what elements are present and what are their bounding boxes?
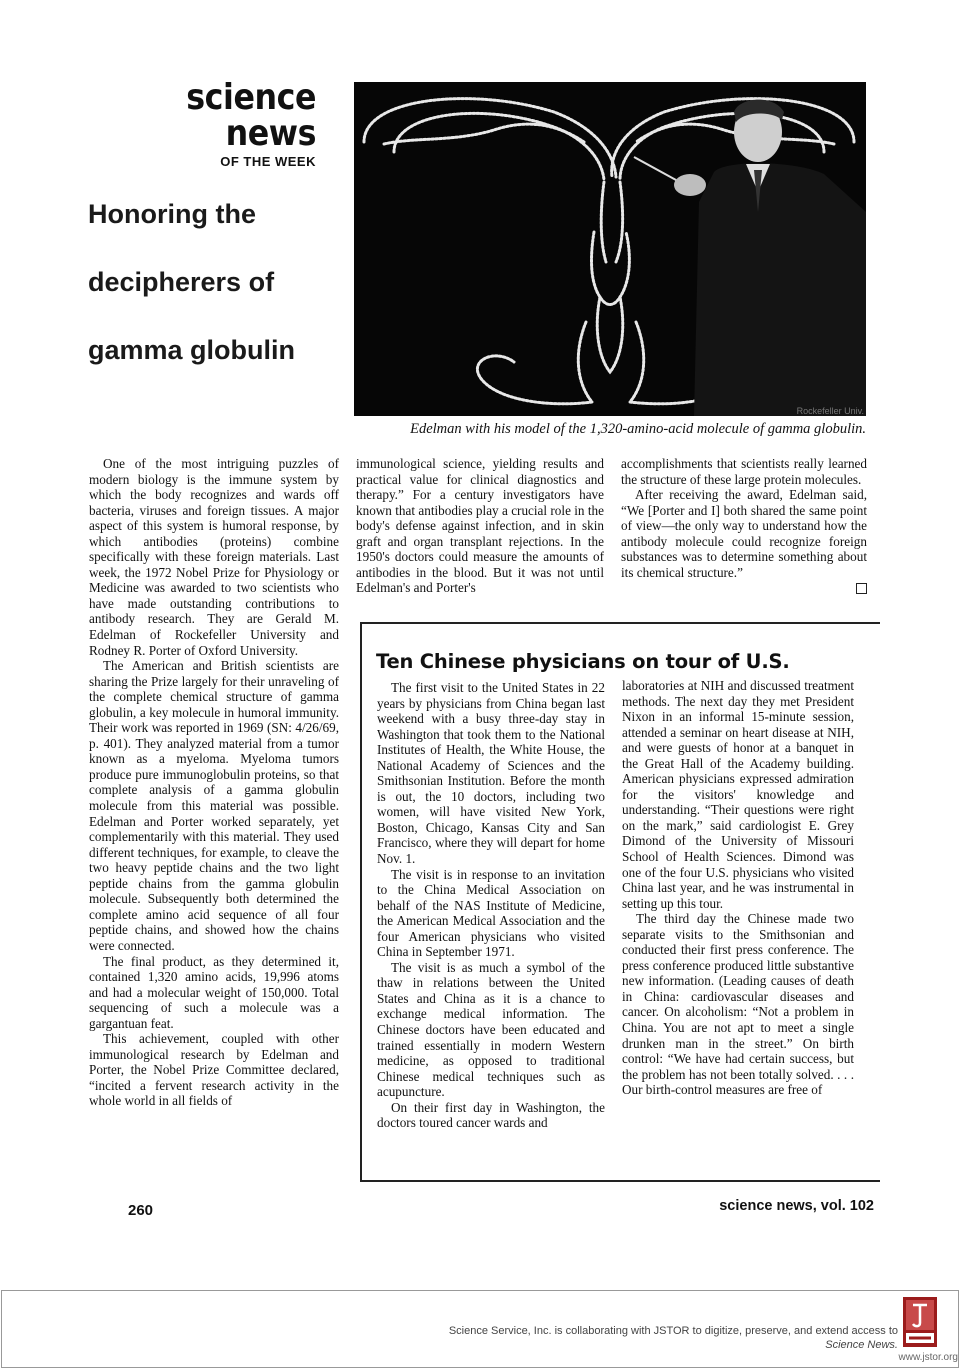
- jstor-url-link[interactable]: www.jstor.org: [898, 1352, 958, 1363]
- paragraph: One of the most intriguing puzzles of modern biology is the immune system by which the body recognizes and wards off bacteria, viruses and foreign tissues. A major aspect of this system is humoral response, by which antibodies (proteins) combine specifically with these foreign materials. Last week, the 1972 Nobel Prize for Physiology or Medicine was awarded to two scientists who have made outstanding contributions to antibody research. They are Gerald M. Edelman of Rockefeller University and Rodney R. Porter of Oxford University.: [89, 456, 339, 658]
- paragraph: This achievement, coupled with other immunological research by Edelman and Porter, the Nobel Prize Committee declared, “incited a fervent research activity in the whole world in all fields of: [89, 1031, 339, 1109]
- paragraph: The third day the Chinese made two separate visits to the Smithsonian and conducted their first press conference. The press conference produced little substantive new information. (Leading causes of death in China: cardiovascular diseases and cancer. On alcoholism: “Not a problem in China. You are not apt to meet a single drunken man in the street.” On birth control: “We have had certain success, but the problem has not been totally solved. . . . Our birth-control measures are free of: [622, 911, 854, 1098]
- jstor-logo-icon[interactable]: [903, 1297, 937, 1347]
- headline: [88, 195, 348, 399]
- article1-column-1: [89, 456, 339, 1109]
- article1-column-2: [356, 456, 604, 596]
- article2-column-2: [622, 678, 854, 1098]
- paragraph: laboratories at NIH and discussed treatment methods. The next day they met President Nixon in an informal 15-minute session, attended a seminar on heart disease at NIH, and were guests of honor at a banquet in the Great Hall of the Academy building. American physicians expressed admiration for the visitors' knowledge and understanding. “Their questions were right on the mark,” said cardiologist E. Grey Dimond of the University of Missouri School of Health Sciences. Dimond was one of the four U.S. physicians who visited China last year, and he was instrumental in setting up this tour.: [622, 678, 854, 911]
- article2-column-1: [377, 680, 605, 1131]
- jstor-notice-line: Science Service, Inc. is collaborating with JSTOR to digitize, preserve, and extend access to: [448, 1325, 898, 1337]
- jstor-notice: [449, 1324, 898, 1352]
- paragraph: The visit is as much a symbol of the thaw in relations between the United States and China as it is a chance to exchange medical information. The Chinese doctors have been educated and trained essentially in modern Western medicine, as opposed to traditional Chinese medical techniques such as acupuncture.: [377, 959, 605, 1100]
- jstor-notice-journal: Science News.: [825, 1339, 898, 1351]
- photo-caption: Edelman with his model of the 1,320-amino-acid molecule of gamma globulin.: [410, 421, 866, 437]
- paragraph: After receiving the award, Edelman said, “We [Porter and I] both shared the same point of view—the only way to understand how the antibody molecule could recognize foreign substances was to determine something about its chemical structure.”: [621, 487, 867, 580]
- masthead-subtitle: OF THE WEEK: [220, 154, 316, 169]
- paragraph: The first visit to the United States in 22 years by physicians from China began last weekend with a busy three-day stay in Washington that took them to the National Institutes of Health, the White House, the National Academy of Sciences and the Smithsonian Institution. Before the month is out, the 10 doctors, including two women, will have visited New York, Boston, Chicago, Kansas City and San Francisco, where they will depart for home Nov. 1.: [377, 680, 605, 867]
- headline-line: gamma globulin: [88, 335, 296, 365]
- paragraph: On their first day in Washington, the doctors toured cancer wards and: [377, 1099, 605, 1131]
- masthead: [86, 77, 316, 169]
- paragraph: The American and British scientists are sharing the Prize largely for their unraveling of the complete chemical structure of gamma globulin, a key molecule in humoral immunity. Their work was reported in 1969 (SN: 4/26/69, p. 401). They analyzed material from a tumor known as a myeloma. Myeloma tumors produce pure immunoglobulin proteins, so that complete analysis of a gamma globulin molecule from this material was possible. Edelman and Porter worked separately, yet complementarily with this material. They used different techniques, for example, to cleave the two heavy peptide chains and the two light peptide chains from the gamma globulin molecule. Subsequently both determined the complete amino acid sequence of all four peptide chains, and showed how the chains were connected.: [89, 658, 339, 953]
- end-mark-icon: [856, 583, 867, 594]
- headline-line: Honoring the: [88, 199, 256, 229]
- masthead-brand: science news: [186, 77, 316, 154]
- headline-line: decipherers of: [88, 267, 275, 297]
- molecule-photo: [354, 82, 866, 416]
- journal-footer: science news, vol. 102: [719, 1198, 874, 1214]
- article2-title: Ten Chinese physicians on tour of U.S.: [376, 650, 790, 673]
- photo-credit: Rockefeller Univ.: [796, 406, 864, 416]
- paragraph: immunological science, yielding results and practical value for clinical diagnostics and therapy.” For a century investigators have known that antibodies play a crucial role in the body's defense against infection, and in skin graft and organ transplant rejections. In the 1950's doctors could measure the amounts of antibodies in the blood. But it was not until Edelman's and Porter's: [356, 456, 604, 596]
- paragraph: The visit is in response to an invitation to the China Medical Association on behalf of the NAS Institute of Medicine, the American Medical Association and the four American physicians who visited China in September 1971.: [377, 866, 605, 960]
- gamma-globulin-model-image: [354, 82, 866, 416]
- paragraph: The final product, as they determined it, contained 1,320 amino acids, 19,996 atoms and had a molecular weight of 150,000. Total sequencing of such a molecule was a gargantuan feat.: [89, 953, 339, 1031]
- page-number: 260: [128, 1202, 154, 1219]
- paragraph: accomplishments that scientists really learned the structure of these large protein molecules.: [621, 456, 867, 487]
- article1-column-3: [621, 456, 867, 594]
